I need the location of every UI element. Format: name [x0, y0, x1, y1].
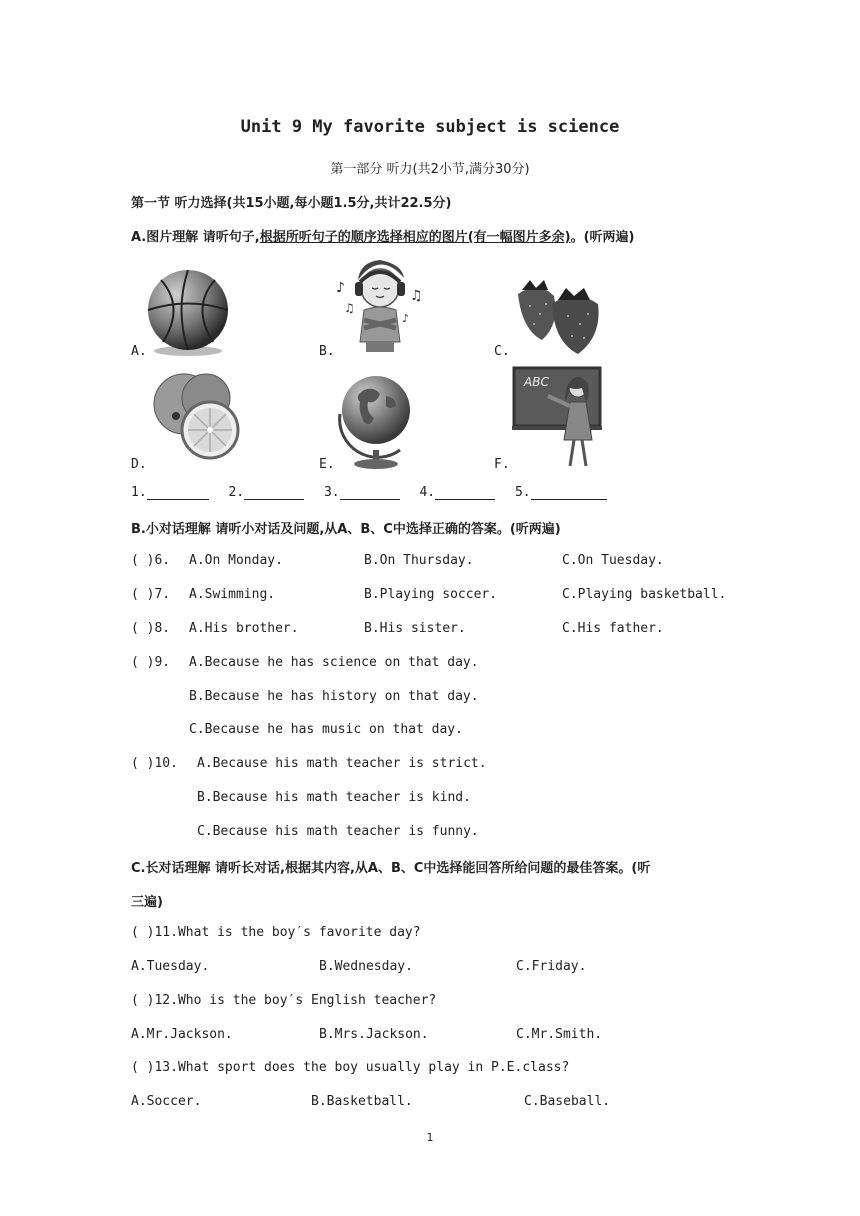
picture-label-f: F. — [494, 457, 510, 472]
answer-blanks — [131, 485, 607, 500]
blank-label-1: 1. — [131, 485, 147, 500]
page-number: 1 — [426, 1131, 434, 1144]
question-8-stem: ( )8. — [131, 621, 171, 636]
part-b-heading: B.小对话理解 请听小对话及问题,从A、B、C中选择正确的答案。(听两遍) — [131, 522, 561, 537]
basketball-icon — [143, 267, 233, 357]
blank-label-4: 4. — [419, 485, 436, 500]
board-text: ABC — [524, 375, 549, 389]
question-6-stem: ( )6. — [131, 553, 171, 568]
part-a-suffix: 。(听两遍) — [570, 230, 635, 245]
answer-blank-1[interactable] — [147, 485, 209, 500]
svg-text:♫: ♫ — [344, 301, 355, 315]
part-a-heading — [131, 226, 635, 245]
picture-label-b: B. — [319, 344, 335, 359]
question-12-stem: ( )12.Who is the boy′s English teacher? — [131, 993, 437, 1008]
strawberries-icon — [508, 274, 608, 358]
section-heading: 第一节 听力选择(共15小题,每小题1.5分,共计22.5分) — [131, 196, 452, 211]
question-13-option-b[interactable]: B.Basketball. — [311, 1094, 413, 1109]
answer-blank-4[interactable] — [435, 485, 495, 500]
question-11-option-b[interactable]: B.Wednesday. — [319, 959, 413, 974]
page-title: Unit 9 My favorite subject is science — [240, 117, 620, 137]
question-10-stem: ( )10. — [131, 756, 178, 771]
teacher-blackboard-icon — [512, 366, 612, 470]
part-c-heading: C.长对话理解 请听长对话,根据其内容,从A、B、C中选择能回答所给问题的最佳答案。(听 — [131, 861, 651, 876]
question-9-option-c[interactable]: C.Because he has music on that day. — [189, 722, 463, 737]
picture-label-d: D. — [131, 457, 147, 472]
answer-blank-5[interactable] — [531, 485, 607, 500]
question-8-option-a[interactable]: A.His brother. — [189, 621, 299, 636]
question-9-option-a[interactable]: A.Because he has science on that day. — [189, 655, 479, 670]
question-10-option-c[interactable]: C.Because his math teacher is funny. — [197, 824, 479, 839]
question-12-option-c[interactable]: C.Mr.Smith. — [516, 1027, 603, 1042]
question-13-stem: ( )13.What sport does the boy usually play in P.E.class? — [131, 1060, 570, 1075]
question-6-option-c[interactable]: C.On Tuesday. — [562, 553, 664, 568]
question-8-option-c[interactable]: C.His father. — [562, 621, 664, 636]
question-7-option-a[interactable]: A.Swimming. — [189, 587, 276, 602]
answer-blank-3[interactable] — [340, 485, 400, 500]
part-c-heading-cont: 三遍) — [131, 895, 163, 910]
question-10-option-b[interactable]: B.Because his math teacher is kind. — [197, 790, 471, 805]
part-a-label: A.图片理解 请听句子, — [131, 230, 260, 245]
question-11-option-c[interactable]: C.Friday. — [516, 959, 587, 974]
question-13-option-a[interactable]: A.Soccer. — [131, 1094, 202, 1109]
question-7-option-c[interactable]: C.Playing basketball. — [562, 587, 727, 602]
question-9-option-b[interactable]: B.Because he has history on that day. — [189, 689, 479, 704]
svg-text:♪: ♪ — [336, 280, 345, 296]
part-heading: 第一部分 听力(共2小节,满分30分) — [330, 162, 530, 177]
question-12-option-a[interactable]: A.Mr.Jackson. — [131, 1027, 233, 1042]
boy-listening-music-icon — [330, 250, 430, 358]
question-7-stem: ( )7. — [131, 587, 171, 602]
oranges-icon — [146, 366, 242, 462]
question-7-option-b[interactable]: B.Playing soccer. — [364, 587, 498, 602]
question-6-option-a[interactable]: A.On Monday. — [189, 553, 283, 568]
question-9-stem: ( )9. — [131, 655, 171, 670]
question-12-option-b[interactable]: B.Mrs.Jackson. — [319, 1027, 429, 1042]
blank-label-5: 5. — [514, 485, 531, 500]
globe-icon — [330, 366, 422, 470]
svg-text:♪: ♪ — [402, 312, 410, 325]
part-a-instruction: 根据所听句子的顺序选择相应的图片(有一幅图片多余) — [259, 230, 571, 245]
question-10-option-a[interactable]: A.Because his math teacher is strict. — [197, 756, 487, 771]
blank-label-3: 3. — [323, 485, 340, 500]
svg-text:♫: ♫ — [410, 288, 423, 304]
blank-label-2: 2. — [228, 485, 245, 500]
picture-label-e: E. — [319, 457, 335, 472]
question-11-option-a[interactable]: A.Tuesday. — [131, 959, 210, 974]
question-8-option-b[interactable]: B.His sister. — [364, 621, 466, 636]
question-13-option-c[interactable]: C.Baseball. — [524, 1094, 611, 1109]
picture-label-a: A. — [131, 344, 147, 359]
question-11-stem: ( )11.What is the boy′s favorite day? — [131, 925, 421, 940]
question-6-option-b[interactable]: B.On Thursday. — [364, 553, 474, 568]
answer-blank-2[interactable] — [244, 485, 304, 500]
picture-label-c: C. — [494, 344, 510, 359]
